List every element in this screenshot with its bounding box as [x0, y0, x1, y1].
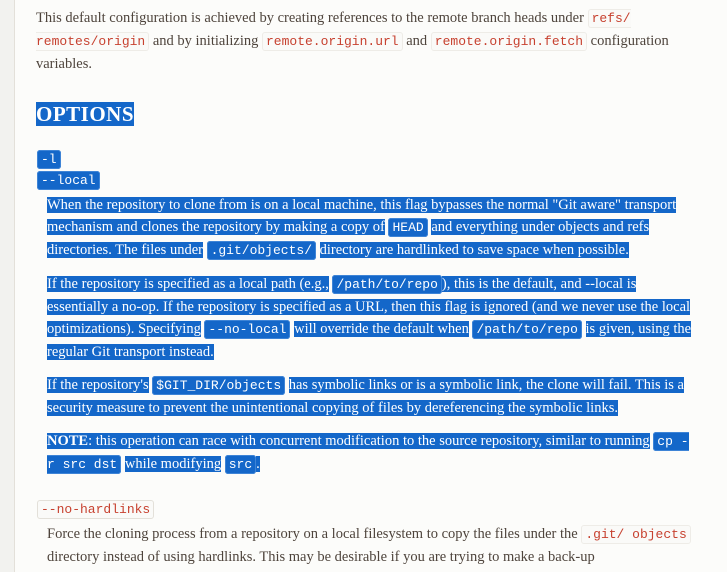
local-paragraph-2	[47, 273, 695, 363]
selected-text: while modifying	[124, 456, 222, 472]
local-paragraph-1	[47, 194, 695, 262]
option-term-no-hardlinks	[37, 502, 154, 517]
intro-paragraph	[36, 7, 711, 75]
option-no-hardlinks-description	[47, 523, 695, 568]
local-paragraph-3	[47, 374, 695, 419]
code-git-objects: .git/ objects	[581, 525, 690, 544]
option-no-hardlinks-label: --no-hardlinks	[37, 500, 154, 519]
selected-text: and everything under objects and refs directories. The files under	[47, 219, 650, 258]
intro-text: and	[406, 33, 428, 49]
selected-text: .	[256, 456, 260, 472]
option-term-local	[37, 173, 100, 188]
code-path-to-repo: /path/to/repo	[332, 275, 441, 294]
selected-text: If the repository's	[47, 377, 149, 393]
code-refs-remotes-origin: refs/ remotes/origin	[36, 11, 631, 49]
options-heading	[36, 102, 134, 127]
selected-text: is given, using the regular Git transport instead.	[47, 321, 692, 360]
selected-text: will override the default when	[294, 321, 469, 337]
local-paragraph-note	[47, 430, 695, 476]
note-label: NOTE	[47, 433, 89, 449]
code-src: src	[225, 455, 256, 474]
code-cp-command: cp -r src dst	[47, 434, 689, 472]
selected-text: has symbolic links or is a symbolic link, the clone will fail. This is a security measure to prevent the unintentional copying of files by dereferencing the symbolic links.	[47, 377, 684, 416]
code-head: HEAD	[388, 218, 427, 237]
code-remote-origin-url: remote.origin.url	[262, 32, 403, 51]
code-remote-origin-fetch: remote.origin.fetch	[431, 32, 587, 51]
selected-text: When the repository to clone from is on a local machine, this flag bypasses the normal "Git aware" transport mechanism and clones the repository by making a copy of	[47, 197, 677, 235]
selected-text: If the repository is specified as a local path (e.g.,	[47, 276, 329, 292]
code-git-dir-objects: $GIT_DIR/objects	[152, 376, 285, 395]
selected-text: directory are hardlinked to save space when possible.	[319, 242, 629, 258]
selected-text: ), this is the default, and --local is essentially a no-op. If the repository is specified as a URL, then this flag is ignored (and we never use the local optimizations). Specifying	[47, 276, 691, 337]
options-heading-text: OPTIONS	[36, 102, 135, 126]
option-local-label: --local	[37, 171, 100, 190]
intro-text: This default configuration is achieved by creating references to the remote branch heads under	[36, 10, 584, 26]
body-text: Force the cloning process from a repository on a local filesystem to copy the files under the	[47, 526, 578, 542]
code-no-local: --no-local	[204, 320, 290, 339]
option-l-label: -l	[37, 150, 61, 169]
body-text: directory instead of using hardlinks. This may be desirable if you are trying to make a back-up	[47, 549, 595, 565]
code-path-to-repo: /path/to/repo	[472, 320, 581, 339]
selected-text: : this operation can race with concurrent modification to the source repository, similar to running	[88, 433, 650, 449]
option-local-description	[47, 194, 695, 476]
man-page-panel	[14, 0, 727, 572]
no-hardlinks-paragraph	[47, 523, 695, 568]
option-term-l	[37, 152, 61, 167]
code-git-objects: .git/objects/	[207, 241, 316, 260]
intro-text: configuration variables.	[36, 33, 669, 72]
intro-text: and by initializing	[152, 33, 259, 49]
